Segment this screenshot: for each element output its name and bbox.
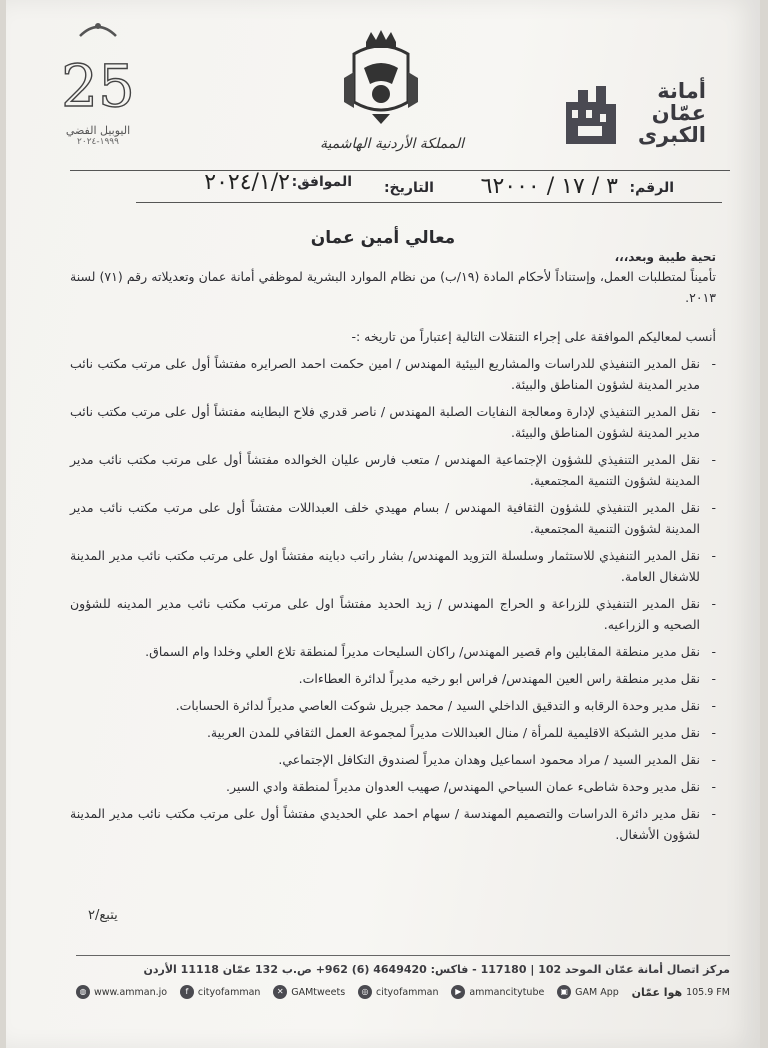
logo-line-3: الكبرى bbox=[637, 123, 706, 147]
royal-crest bbox=[336, 28, 426, 132]
greeting: تحية طيبة وبعد،،، bbox=[614, 250, 716, 264]
app-link[interactable] bbox=[557, 985, 619, 999]
list-item: - نقل مدير منطقة المقابلين وام قصير المهندس/ راكان السليحات مديراً لمنطقة تلاع العلي وخلدا وام السماق. bbox=[70, 641, 716, 662]
hashemite-crest-icon bbox=[336, 28, 426, 128]
opening-paragraph: تأميناً لمتطلبات العمل، وإستناداً لأحكام المادة (١٩/ب) من نظام الموارد البشرية لموظفي أمانة عمان وتعديلاته رقم (٧١) لسنة ٢٠١٣. bbox=[70, 269, 716, 305]
letterhead bbox=[6, 0, 760, 172]
jubilee-numeral: 25 bbox=[61, 52, 135, 120]
facebook-link[interactable] bbox=[180, 985, 261, 999]
radio-frequency: 105.9 FM bbox=[686, 986, 730, 998]
radio-station bbox=[632, 986, 730, 999]
transfer-list bbox=[70, 353, 716, 845]
app-icon: ▣ bbox=[557, 985, 571, 999]
instagram-icon: ◎ bbox=[358, 985, 372, 999]
list-item: - نقل المدير التنفيذي للزراعة و الحراج المهندس / زيد الحديد مفتشاً اول على مرتب مكتب نائب مدير المدينه للشؤون الصحيه و الزراعيه. bbox=[70, 593, 716, 635]
request-paragraph: أنسب لمعاليكم الموافقة على إجراء التنقلات التالية إعتباراً من تاريخه :- bbox=[351, 329, 716, 344]
contact-address: مركز اتصال أمانة عمّان الموحد 102 | 117180 - فاكس: 4649420 (6) 962+ ص.ب 132 عمّان 11118 الأردن bbox=[143, 963, 730, 976]
instagram-handle: cityofamman bbox=[375, 986, 439, 998]
instagram-link[interactable] bbox=[358, 985, 439, 999]
x-icon: ✕ bbox=[273, 985, 287, 999]
app-label: GAM App bbox=[575, 986, 619, 998]
x-link[interactable] bbox=[273, 985, 345, 999]
list-item: - نقل مدير وحدة شاطىء عمان السياحي المهندس/ صهيب العدوان مديراً لمنطقة وادي السير. bbox=[70, 776, 716, 797]
addressee: معالي أمين عمان bbox=[310, 228, 456, 248]
website-link[interactable] bbox=[76, 985, 167, 999]
greater-amman-logo bbox=[556, 70, 706, 150]
list-item: - نقل المدير التنفيذي لإدارة ومعالجة النفايات الصلبة المهندس / ناصر قدري فلاح البطاينه مفتشاً أول على مرتب مكتب نائب مدير المدينة لشؤون المناطق والبيئة. bbox=[70, 401, 716, 443]
x-handle: GAMtweets bbox=[291, 986, 346, 998]
greater-amman-name bbox=[624, 80, 706, 146]
list-item: - نقل المدير التنفيذي للشؤون الإجتماعية المهندس / متعب فارس عليان الخوالده مفتشاً أول على مرتب مكتب نائب مدير المدينة لشؤون التنمية المجتمعية. bbox=[70, 449, 716, 491]
date-value: ٢٠٢٤/١/٢ bbox=[204, 170, 290, 195]
list-item: - نقل مدير دائرة الدراسات والتصميم المهندسة / سهام احمد علي الحديدي مفتشاً أول على مرتب مكتب نائب مدير المدينة لشؤون الأشغال. bbox=[70, 803, 716, 845]
amman-skyline-icon bbox=[562, 84, 620, 146]
website-url: www.amman.jo bbox=[94, 986, 168, 998]
jubilee-text: اليوبيل الفضي bbox=[65, 124, 131, 137]
jubilee-crown-icon bbox=[58, 14, 138, 124]
list-item: - نقل مدير منطقة راس العين المهندس/ فراس ابو رخيه مديراً لدائرة العطاءات. bbox=[70, 668, 716, 689]
logo-line-1: أمانة bbox=[657, 79, 706, 103]
list-item: - نقل المدير التنفيذي للدراسات والمشاريع البيئية المهندس / امين حكمت احمد الصرايره مفتشاً أول على مرتب مكتب نائب مدير المدينة لشؤون المناطق والبيئة. bbox=[70, 353, 716, 395]
list-item: - نقل المدير السيد / مراد محمود اسماعيل وهدان مديراً لصندوق التكافل الإجتماعي. bbox=[70, 749, 716, 770]
reference-number: ٣ / ١٧ / ٦٢٠٠٠ bbox=[480, 174, 618, 199]
list-item: - نقل المدير التنفيذي للاستثمار وسلسلة التزويد المهندس/ بشار راتب دباينه مفتشاً اول على مرتب مكتب نائب مدير المدينة للاشغال العامة. bbox=[70, 545, 716, 587]
reference-underline bbox=[136, 202, 722, 203]
hijri-date-label: الموافق: bbox=[291, 174, 352, 190]
continued-note: يتبع/٢ bbox=[88, 908, 118, 923]
header-divider bbox=[70, 170, 730, 171]
list-item: - نقل مدير وحدة الرقابه و التدقيق الداخلي السيد / محمد جبريل شوكت العاصي مديراً لدائرة الحسابات. bbox=[70, 695, 716, 716]
youtube-icon: ▶ bbox=[451, 985, 465, 999]
radio-name: هوا عمّان bbox=[631, 985, 683, 999]
letter-body bbox=[70, 248, 716, 851]
kingdom-name: المملكة الأردنية الهاشمية bbox=[319, 136, 465, 152]
globe-icon: ◍ bbox=[76, 985, 90, 999]
list-item: - نقل المدير التنفيذي للشؤون الثقافية المهندس / بسام مهيدي خلف العبداللات مفتشاً أول على مرتب مكتب نائب مدير المدينة لشؤون التنمية المجتمعية. bbox=[70, 497, 716, 539]
facebook-icon: f bbox=[180, 985, 194, 999]
list-item: - نقل مدير الشبكة الاقليمية للمرأة / منال العبداللات مديراً لمجموعة العمل الثقافي للمدن العربية. bbox=[70, 722, 716, 743]
reference-label: الرقم: bbox=[629, 180, 674, 196]
letter-page bbox=[6, 0, 760, 1048]
youtube-handle: ammancitytube bbox=[469, 986, 545, 998]
social-links bbox=[76, 985, 730, 999]
date-label: التاريخ: bbox=[383, 180, 434, 196]
jubilee-years: ١٩٩٩-٢٠٢٤ bbox=[77, 137, 119, 147]
silver-jubilee-logo bbox=[50, 14, 146, 147]
footer-divider bbox=[76, 955, 730, 956]
facebook-handle: cityofamman bbox=[197, 986, 261, 998]
logo-line-2: عمّان bbox=[651, 101, 706, 125]
youtube-link[interactable] bbox=[451, 985, 544, 999]
